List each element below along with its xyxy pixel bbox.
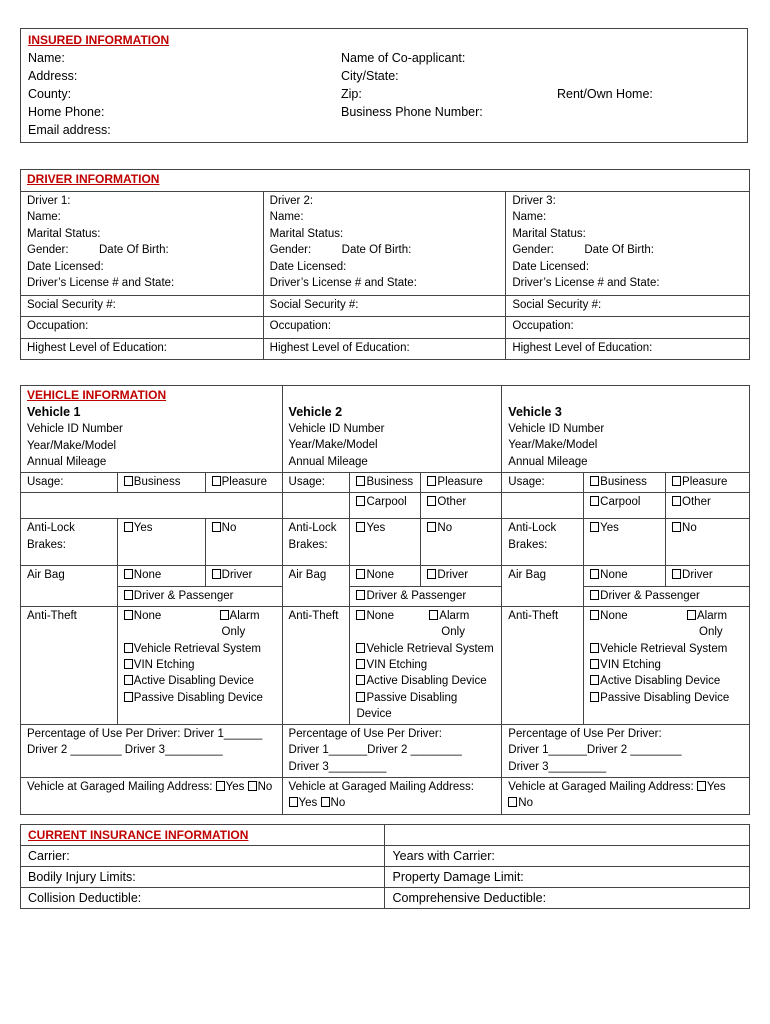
option-label: Yes bbox=[298, 797, 318, 810]
garaged-label: Vehicle at Garaged Mailing Address: bbox=[508, 781, 697, 794]
license-state-label: Driver’s License # and State: bbox=[512, 277, 660, 289]
option-label: Passive Disabling Device bbox=[356, 691, 458, 720]
passive-disabling-checkbox[interactable] bbox=[590, 690, 743, 706]
checkbox-icon bbox=[672, 522, 681, 532]
checkbox-icon bbox=[590, 659, 599, 669]
checkbox-icon bbox=[672, 476, 681, 486]
option-label: No bbox=[518, 797, 533, 810]
garaged-label: Vehicle at Garaged Mailing Address: bbox=[27, 781, 216, 794]
percentage-line: Percentage of Use Per Driver: Driver 1______ bbox=[27, 728, 263, 741]
option-label: No bbox=[257, 781, 273, 794]
education-field[interactable]: Highest Level of Education: bbox=[506, 338, 750, 360]
none-checkbox[interactable] bbox=[124, 608, 220, 641]
yes-checkbox[interactable] bbox=[584, 519, 666, 566]
vin-etching-checkbox[interactable] bbox=[590, 657, 743, 673]
checkbox-icon bbox=[212, 569, 221, 579]
no-checkbox[interactable] bbox=[205, 519, 282, 566]
option-label: Yes bbox=[133, 522, 153, 535]
driver-passenger-checkbox[interactable] bbox=[117, 586, 282, 606]
option-label: Driver & Passenger bbox=[600, 589, 700, 602]
airbag-label: Air Bag bbox=[502, 566, 584, 607]
active-disabling-checkbox[interactable] bbox=[124, 673, 276, 689]
pleasure-checkbox[interactable] bbox=[421, 473, 502, 493]
antitheft-label: Anti-Theft bbox=[502, 607, 584, 725]
annual-mileage-label: Annual Mileage bbox=[288, 455, 368, 468]
checkbox-icon bbox=[427, 476, 436, 486]
option-label: Other bbox=[682, 496, 711, 509]
checkbox-icon bbox=[590, 610, 599, 620]
checkbox-icon bbox=[356, 569, 365, 579]
vin-label: Vehicle ID Number bbox=[288, 423, 385, 435]
education-field[interactable]: Highest Level of Education: bbox=[21, 338, 264, 360]
option-label: Active Disabling Device bbox=[600, 675, 721, 688]
usage-label: Usage: bbox=[21, 473, 118, 493]
vehicle-information-table bbox=[20, 385, 750, 815]
license-state-label: Driver’s License # and State: bbox=[269, 277, 417, 289]
option-label: Vehicle Retrieval System bbox=[133, 642, 261, 655]
carpool-checkbox[interactable] bbox=[350, 493, 421, 519]
city-state-label[interactable]: City/State: bbox=[341, 69, 399, 83]
county-label[interactable]: County: bbox=[28, 87, 72, 101]
option-label: VIN Etching bbox=[366, 658, 428, 671]
driver-label: Driver 3: bbox=[512, 194, 556, 207]
none-checkbox[interactable] bbox=[584, 566, 666, 586]
vin-etching-checkbox[interactable] bbox=[356, 657, 495, 673]
option-label: Alarm bbox=[229, 610, 260, 623]
checkbox-icon bbox=[124, 610, 133, 620]
option-label: Driver bbox=[221, 569, 253, 582]
checkbox-icon bbox=[124, 659, 133, 669]
retrieval-checkbox[interactable] bbox=[590, 641, 743, 657]
checkbox-icon bbox=[590, 569, 599, 579]
option-label: Yes bbox=[225, 781, 245, 794]
vin-label: Vehicle ID Number bbox=[27, 423, 123, 436]
vehicle-section-title: VEHICLE INFORMATION bbox=[27, 388, 167, 402]
option-label: Carpool bbox=[366, 496, 407, 509]
driver-passenger-checkbox[interactable] bbox=[350, 586, 502, 606]
option-label: None bbox=[133, 610, 162, 623]
option-label: Active Disabling Device bbox=[366, 675, 487, 688]
alarm-only-checkbox[interactable] bbox=[220, 608, 276, 641]
date-licensed-label: Date Licensed: bbox=[269, 260, 347, 273]
antilock-label: Anti-Lock Brakes: bbox=[21, 519, 118, 566]
driver-checkbox[interactable] bbox=[666, 566, 750, 586]
option-label: Driver bbox=[682, 569, 713, 582]
option-label: No bbox=[437, 522, 453, 535]
no-checkbox[interactable] bbox=[508, 795, 743, 811]
driver-1-cell[interactable] bbox=[21, 191, 264, 295]
option-label: Business bbox=[600, 476, 647, 489]
checkbox-icon bbox=[590, 643, 599, 653]
dob-label: Date Of Birth: bbox=[341, 244, 412, 256]
insured-section-title: INSURED INFORMATION bbox=[28, 33, 170, 47]
education-field[interactable]: Highest Level of Education: bbox=[263, 338, 506, 360]
option-label: Vehicle Retrieval System bbox=[600, 642, 728, 655]
usage-label: Usage: bbox=[502, 473, 584, 493]
checkbox-icon bbox=[356, 476, 365, 486]
antilock-label: Anti-Lock Brakes: bbox=[282, 519, 350, 566]
checkbox-icon bbox=[356, 522, 365, 532]
yes-checkbox[interactable] bbox=[350, 519, 421, 566]
driver-3-cell[interactable] bbox=[506, 191, 750, 295]
vehicle-name: Vehicle 3 bbox=[508, 405, 562, 419]
checkbox-icon bbox=[356, 692, 365, 702]
checkbox-icon bbox=[427, 569, 436, 579]
driver-label: Driver 1: bbox=[27, 194, 71, 207]
option-label: Passive Disabling Device bbox=[133, 691, 263, 704]
checkbox-icon bbox=[124, 692, 133, 702]
option-label: None bbox=[600, 569, 628, 582]
option-label: None bbox=[600, 610, 628, 623]
current-insurance-title: CURRENT INSURANCE INFORMATION bbox=[28, 828, 249, 842]
checkbox-icon bbox=[427, 496, 436, 506]
percentage-use-field[interactable] bbox=[282, 725, 502, 778]
checkbox-icon bbox=[248, 781, 257, 791]
checkbox-icon bbox=[590, 522, 599, 532]
no-checkbox[interactable] bbox=[321, 797, 346, 809]
checkbox-icon bbox=[124, 522, 133, 532]
no-checkbox[interactable] bbox=[666, 519, 750, 566]
year-make-model-label: Year/Make/Model bbox=[27, 439, 117, 452]
current-insurance-table bbox=[20, 824, 750, 909]
option-label: Pleasure bbox=[682, 476, 728, 489]
yes-checkbox[interactable] bbox=[117, 519, 205, 566]
none-checkbox[interactable] bbox=[350, 566, 421, 586]
checkbox-icon bbox=[212, 522, 221, 532]
checkbox-icon bbox=[356, 590, 365, 600]
vehicle-name: Vehicle 1 bbox=[27, 405, 81, 420]
option-label: Pleasure bbox=[221, 476, 268, 489]
active-disabling-checkbox[interactable] bbox=[356, 673, 495, 689]
checkbox-icon bbox=[220, 610, 229, 620]
checkbox-icon bbox=[687, 610, 696, 620]
gender-label: Gender: bbox=[512, 244, 554, 256]
checkbox-icon bbox=[590, 476, 599, 486]
checkbox-icon bbox=[672, 496, 681, 506]
marital-status-label: Marital Status: bbox=[512, 227, 586, 240]
no-checkbox[interactable] bbox=[421, 519, 502, 566]
option-label: Yes bbox=[706, 781, 726, 794]
driver-name-label: Name: bbox=[27, 211, 61, 223]
checkbox-icon bbox=[356, 643, 365, 653]
gender-label: Gender: bbox=[269, 244, 312, 256]
percentage-line: Driver 1______Driver 2 ________ bbox=[508, 744, 682, 757]
checkbox-icon bbox=[590, 675, 599, 685]
license-state-label: Driver’s License # and State: bbox=[27, 277, 175, 289]
percentage-line: Driver 3_________ bbox=[288, 760, 387, 773]
airbag-label: Air Bag bbox=[21, 566, 118, 607]
address-label[interactable]: Address: bbox=[28, 69, 78, 83]
property-damage-field[interactable]: Property Damage Limit: bbox=[385, 867, 750, 888]
date-licensed-label: Date Licensed: bbox=[512, 260, 590, 273]
driver-2-cell[interactable] bbox=[263, 191, 506, 295]
option-label: Alarm bbox=[697, 610, 728, 623]
checkbox-icon bbox=[356, 675, 365, 685]
checkbox-icon bbox=[672, 569, 681, 579]
dob-label: Date Of Birth: bbox=[99, 244, 169, 256]
antilock-label: Anti-Lock Brakes: bbox=[502, 519, 584, 566]
yes-checkbox[interactable] bbox=[289, 797, 318, 809]
driver-name-label: Name: bbox=[269, 211, 304, 223]
none-checkbox[interactable] bbox=[356, 608, 429, 641]
pleasure-checkbox[interactable] bbox=[666, 473, 750, 493]
years-carrier-field[interactable]: Years with Carrier: bbox=[385, 846, 750, 867]
garaged-label: Vehicle at Garaged Mailing Address: bbox=[288, 781, 474, 794]
checkbox-icon bbox=[590, 692, 599, 702]
ssn-field[interactable]: Social Security #: bbox=[21, 295, 264, 317]
driver-section-title: DRIVER INFORMATION bbox=[27, 172, 160, 186]
vehicle-name: Vehicle 2 bbox=[288, 405, 343, 419]
checkbox-icon bbox=[697, 781, 706, 791]
percentage-line: Driver 2 ________ Driver 3_________ bbox=[27, 744, 223, 757]
option-label: No bbox=[221, 522, 237, 535]
checkbox-icon bbox=[356, 496, 365, 506]
occupation-field[interactable]: Occupation: bbox=[21, 317, 264, 339]
percentage-line: Percentage of Use Per Driver: bbox=[288, 728, 442, 741]
marital-status-label: Marital Status: bbox=[269, 227, 344, 240]
insured-information-table bbox=[20, 28, 748, 143]
carpool-checkbox[interactable] bbox=[584, 493, 666, 519]
passive-disabling-checkbox[interactable] bbox=[124, 690, 276, 706]
driver-name-label: Name: bbox=[512, 211, 547, 223]
garaged-address-field bbox=[282, 778, 502, 815]
option-label: No bbox=[682, 522, 697, 535]
option-label: Driver & Passenger bbox=[133, 589, 234, 602]
annual-mileage-label: Annual Mileage bbox=[508, 455, 588, 468]
vehicle-3-header bbox=[502, 386, 750, 473]
vehicle-2-header bbox=[282, 386, 502, 473]
home-phone-label[interactable]: Home Phone: bbox=[28, 105, 105, 119]
option-label: Only bbox=[699, 626, 723, 639]
checkbox-icon bbox=[429, 610, 438, 620]
occupation-field[interactable]: Occupation: bbox=[263, 317, 506, 339]
marital-status-label: Marital Status: bbox=[27, 227, 101, 240]
option-label: None bbox=[366, 569, 394, 582]
driver-passenger-checkbox[interactable] bbox=[584, 586, 750, 606]
option-label: None bbox=[366, 610, 394, 623]
other-checkbox[interactable] bbox=[421, 493, 502, 519]
no-checkbox[interactable] bbox=[248, 781, 273, 793]
option-label: No bbox=[330, 797, 346, 810]
checkbox-icon bbox=[124, 643, 133, 653]
percentage-use-field[interactable] bbox=[21, 725, 283, 778]
alarm-only-checkbox[interactable] bbox=[687, 608, 743, 641]
antitheft-options bbox=[117, 607, 282, 725]
checkbox-icon bbox=[124, 590, 133, 600]
driver-checkbox[interactable] bbox=[205, 566, 282, 586]
zip-label[interactable]: Zip: bbox=[341, 87, 362, 101]
checkbox-icon bbox=[216, 781, 225, 791]
percentage-line: Driver 1______Driver 2 ________ bbox=[288, 744, 462, 757]
percentage-use-field[interactable] bbox=[502, 725, 750, 778]
driver-checkbox[interactable] bbox=[421, 566, 502, 586]
alarm-only-checkbox[interactable] bbox=[429, 608, 495, 641]
ssn-field[interactable]: Social Security #: bbox=[263, 295, 506, 317]
business-phone-label[interactable]: Business Phone Number: bbox=[341, 105, 483, 119]
rent-own-label[interactable]: Rent/Own Home: bbox=[557, 87, 653, 101]
driver-information-table bbox=[20, 169, 750, 360]
ssn-field[interactable]: Social Security #: bbox=[506, 295, 750, 317]
usage-label: Usage: bbox=[282, 473, 350, 493]
option-label: Driver & Passenger bbox=[366, 589, 467, 602]
option-label: Alarm bbox=[439, 610, 470, 623]
comprehensive-deductible-field[interactable]: Comprehensive Deductible: bbox=[385, 888, 750, 909]
occupation-field[interactable]: Occupation: bbox=[506, 317, 750, 339]
checkbox-icon bbox=[124, 569, 133, 579]
option-label: Yes bbox=[366, 522, 386, 535]
checkbox-icon bbox=[212, 476, 221, 486]
checkbox-icon bbox=[590, 590, 599, 600]
bodily-injury-field[interactable]: Bodily Injury Limits: bbox=[21, 867, 385, 888]
driver-label: Driver 2: bbox=[269, 194, 314, 207]
garaged-address-field bbox=[502, 778, 750, 815]
business-checkbox[interactable] bbox=[117, 473, 205, 493]
checkbox-icon bbox=[124, 675, 133, 685]
yes-checkbox[interactable] bbox=[216, 781, 245, 793]
insured-name-label[interactable]: Name: bbox=[28, 51, 65, 65]
checkbox-icon bbox=[321, 797, 330, 807]
antitheft-options bbox=[584, 607, 750, 725]
checkbox-icon bbox=[427, 522, 436, 532]
business-checkbox[interactable] bbox=[350, 473, 421, 493]
checkbox-icon bbox=[356, 610, 365, 620]
yes-checkbox[interactable] bbox=[697, 781, 726, 793]
other-checkbox[interactable] bbox=[666, 493, 750, 519]
checkbox-icon bbox=[590, 496, 599, 506]
retrieval-checkbox[interactable] bbox=[124, 641, 276, 657]
option-label: Only bbox=[441, 626, 465, 639]
co-applicant-label[interactable]: Name of Co-applicant: bbox=[341, 51, 466, 65]
option-label: VIN Etching bbox=[600, 658, 661, 671]
antitheft-label: Anti-Theft bbox=[21, 607, 118, 725]
option-label: Business bbox=[366, 476, 414, 489]
vin-etching-checkbox[interactable] bbox=[124, 657, 276, 673]
pleasure-checkbox[interactable] bbox=[205, 473, 282, 493]
garaged-address-field bbox=[21, 778, 283, 815]
active-disabling-checkbox[interactable] bbox=[590, 673, 743, 689]
none-checkbox[interactable] bbox=[590, 608, 687, 641]
none-checkbox[interactable] bbox=[117, 566, 205, 586]
airbag-label: Air Bag bbox=[282, 566, 350, 607]
option-label: None bbox=[133, 569, 162, 582]
option-label: Business bbox=[133, 476, 181, 489]
option-label: Yes bbox=[600, 522, 619, 535]
carrier-field[interactable]: Carrier: bbox=[21, 846, 385, 867]
date-licensed-label: Date Licensed: bbox=[27, 260, 104, 273]
checkbox-icon bbox=[508, 797, 517, 807]
option-label: Driver bbox=[437, 569, 469, 582]
email-label[interactable]: Email address: bbox=[28, 123, 111, 137]
option-label: Active Disabling Device bbox=[133, 675, 254, 688]
antitheft-options bbox=[350, 607, 502, 725]
checkbox-icon bbox=[356, 659, 365, 669]
year-make-model-label: Year/Make/Model bbox=[508, 439, 598, 452]
dob-label: Date Of Birth: bbox=[584, 244, 654, 256]
percentage-line: Driver 3_________ bbox=[508, 760, 607, 773]
option-label: Passive Disabling Device bbox=[600, 691, 730, 704]
retrieval-checkbox[interactable] bbox=[356, 641, 495, 657]
gender-label: Gender: bbox=[27, 244, 69, 256]
vin-label: Vehicle ID Number bbox=[508, 423, 605, 435]
checkbox-icon bbox=[289, 797, 298, 807]
vehicle-1-header bbox=[21, 386, 283, 473]
business-checkbox[interactable] bbox=[584, 473, 666, 493]
passive-disabling-checkbox[interactable] bbox=[356, 690, 495, 723]
option-label: Pleasure bbox=[437, 476, 483, 489]
annual-mileage-label: Annual Mileage bbox=[27, 455, 107, 468]
option-label: Only bbox=[221, 626, 246, 639]
option-label: Other bbox=[437, 496, 467, 509]
option-label: Carpool bbox=[600, 496, 641, 509]
antitheft-label: Anti-Theft bbox=[282, 607, 350, 725]
option-label: VIN Etching bbox=[133, 658, 195, 671]
percentage-line: Percentage of Use Per Driver: bbox=[508, 728, 662, 741]
option-label: Vehicle Retrieval System bbox=[366, 642, 494, 655]
year-make-model-label: Year/Make/Model bbox=[288, 439, 378, 452]
checkbox-icon bbox=[124, 476, 133, 486]
collision-deductible-field[interactable]: Collision Deductible: bbox=[21, 888, 385, 909]
